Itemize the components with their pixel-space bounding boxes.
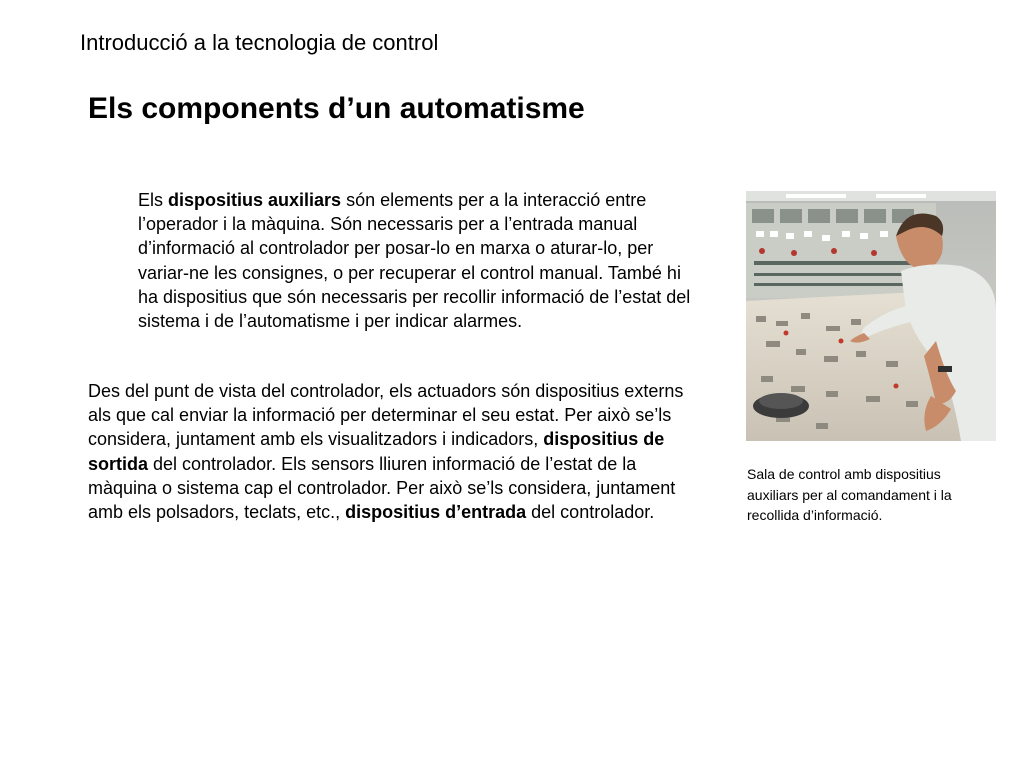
bold-term: dispositius auxiliars (168, 190, 342, 210)
control-room-illustration (746, 191, 996, 441)
photo-caption: Sala de control amb dispositius auxiliars per al comandament i la recollida d’informació. (747, 466, 952, 523)
text: són elements per a la interacció entre l’operador i la màquina. Són necessaris per a l’entrada manual d’informació al controlador per posar-lo en marxa o aturar-lo, per variar-ne les consignes, o per recuperar el control manual. També hi ha dispositius que són necessaris per recollir informació de l’estat del sistema i de l’automatisme i per indicar alarmes. (138, 190, 691, 332)
bold-term: dispositius de sortida (88, 429, 665, 474)
text: del controlador. (526, 502, 655, 523)
text: del controlador. Els sensors lliuren informació de l’estat de la màquina o sistema cap el controlador. Per això se’ls considera, juntament amb els polsadors, teclats, etc., (88, 453, 676, 523)
control-room-photo (746, 191, 996, 441)
bold-term: dispositius d’entrada (345, 502, 527, 523)
paragraph-auxiliary-devices (138, 188, 703, 333)
text: Els (138, 190, 169, 210)
paragraph-controller-view (88, 379, 688, 524)
text: Des del punt de vista del controlador, els actuadors són dispositius externs als que cal enviar la informació per determinar el seu estat. Per això se’ls considera, juntament amb els visualitzadors i indicadors, (88, 381, 684, 450)
header-title: Introducció a la tecnologia de control (80, 30, 439, 55)
slide-title: Els components d’un automatisme (88, 92, 585, 125)
